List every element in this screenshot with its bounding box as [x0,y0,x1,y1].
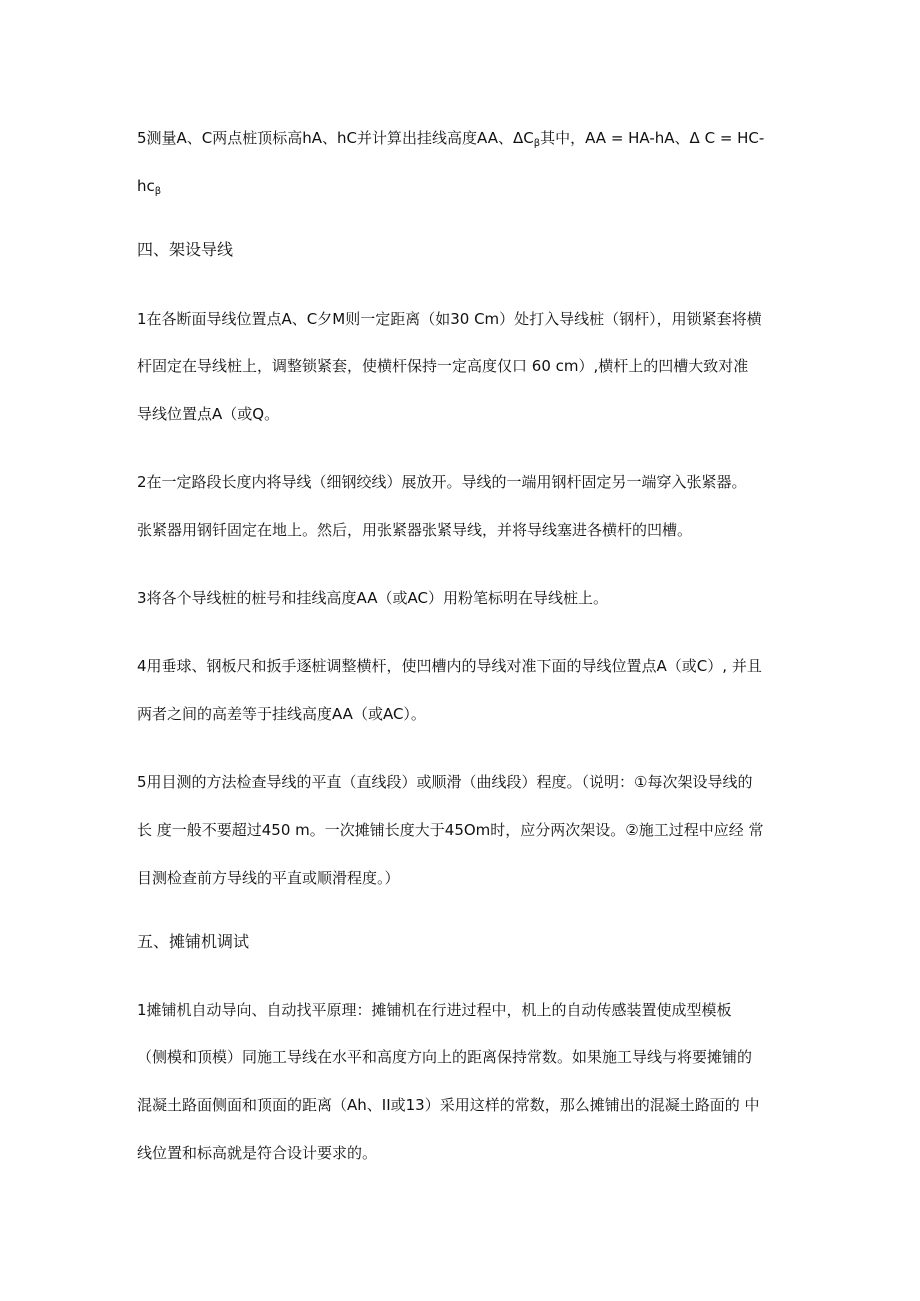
s4-paragraph-4-line-2: 两者之间的高差等于挂线高度AA（或AC）。 [137,705,426,723]
subscript-beta: β [154,186,162,197]
s5-paragraph-1-line-3: 混凝土路面侧面和顶面的距离（Ah、II或13）采用这样的常数，那么摊铺出的混凝土路面的 中 [137,1096,760,1114]
s4-paragraph-1-line-2: 杆固定在导线桩上，调整锁紧套，使横杆保持一定高度仅口 60 cm）,横杆上的凹槽大致对准 [137,357,749,375]
s4-paragraph-3-line-1: 3将各个导线桩的桩号和挂线高度AA（或AC）用粉笔标明在导线桩上。 [137,589,608,607]
text-segment: 其中，AA = HA-hA、Δ C = HC- [540,129,765,147]
s4-paragraph-2-line-1: 2在一定路段长度内将导线（细钢绞线）展放开。导线的一端用钢杆固定另一端穿入张紧器。 [137,473,747,491]
s4-paragraph-2-line-2: 张紧器用钢钎固定在地上。然后，用张紧器张紧导线，并将导线塞进各横杆的凹槽。 [137,521,693,539]
s4-paragraph-4-line-1: 4用垂球、钢板尺和扳手逐桩调整横杆，使凹槽内的导线对准下面的导线位置点A（或C）, 并且 [137,657,762,675]
s5-paragraph-1-line-1: 1摊铺机自动导向、自动找平原理：摊铺机在行进过程中，机上的自动传感装置使成型模板 [137,1001,732,1019]
s5-paragraph-1-line-2: （侧模和顶模）同施工导线在水平和高度方向上的距离保持常数。如果施工导线与将要摊铺的 [137,1048,753,1066]
paragraph-measure-line-2 [137,176,161,196]
s5-paragraph-1-line-4: 线位置和标高就是符合设计要求的。 [137,1144,378,1162]
s4-paragraph-5-line-1: 5用目测的方法检查导线的平直（直线段）或顺滑（曲线段）程度。（说明：①每次架设导线的 [137,773,753,791]
s4-paragraph-5-line-3: 目测检查前方导线的平直或顺滑程度。） [137,869,400,887]
s4-paragraph-1-line-3: 导线位置点A（或Q。 [137,405,280,423]
s4-paragraph-5-line-2: 长 度一般不要超过450 m。一次摊铺长度大于45Om时，应分两次架设。②施工过程中应经 常 [137,821,764,839]
section-heading-4: 四、架设导线 [137,240,234,259]
subscript-beta: β [533,138,541,149]
text-segment: hc [137,177,155,195]
text-segment: 5测量A、C两点桩顶标高hA、hC并计算出挂线高度AA、ΔC [137,129,534,147]
s4-paragraph-1-line-1: 1在各断面导线位置点A、C夕M则一定距离（如30 Cm）处打入导线桩（钢杆），用锁紧套将横 [137,310,762,328]
paragraph-measure-line-1 [137,128,764,148]
section-heading-5: 五、摊铺机调试 [137,932,250,951]
